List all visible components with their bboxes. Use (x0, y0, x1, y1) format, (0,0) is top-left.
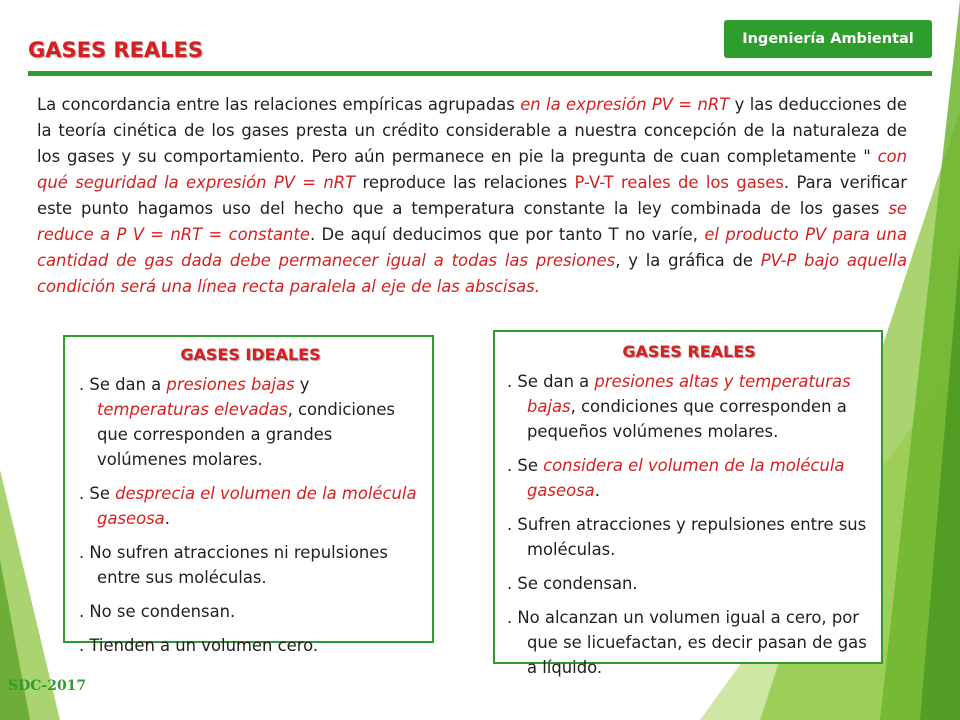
title-underline (28, 71, 932, 76)
real-item-attractions: . Sufren atracciones y repulsiones entre sus moléculas. (507, 515, 867, 559)
ideal-item-volume-zero: . Tienden a un volumen cero. (79, 636, 319, 655)
footer-label: SDC-2017 (8, 678, 87, 694)
real-gases-box (493, 330, 883, 677)
ideal-gases-box (63, 335, 434, 655)
real-item-liquefy: . No alcanzan un volumen igual a cero, por que se licuefactan, es decir pasan de gas a líquido. (507, 608, 867, 677)
real-item-conditions: . Se dan a presiones altas y temperaturas bajas, condiciones que corresponden a pequeños volúmenes molares. (507, 372, 851, 441)
real-item-condense: . Se condensan. (507, 574, 638, 593)
real-gases-title: GASES REALES (622, 342, 756, 361)
ideal-item-volume: . Se desprecia el volumen de la molécula gaseosa. (79, 484, 417, 528)
page-title: GASES REALES (28, 38, 204, 62)
ideal-item-attractions: . No sufren atracciones ni repulsiones entre sus moléculas. (79, 543, 388, 587)
ideal-item-conditions: . Se dan a presiones bajas y temperaturas elevadas, condiciones que corresponden a grandes volúmenes molares. (79, 375, 395, 469)
ideal-item-condense: . No se condensan. (79, 602, 236, 621)
course-badge: Ingeniería Ambiental (724, 20, 932, 58)
real-item-volume: . Se considera el volumen de la molécula gaseosa. (507, 456, 845, 500)
ideal-gases-title: GASES IDEALES (180, 345, 321, 364)
intro-paragraph: La concordancia entre las relaciones empíricas agrupadas en la expresión PV = nRT y las deducciones de la teoría cinética de los gases presta un crédito considerable a nuestra concepción de la naturaleza de los gases y su comportamiento. Pero aún permanece en pie la pregunta de cuan completamente " con qué seguridad la expresión PV = nRT reproduce las relaciones P-V-T reales de los gases. Para verificar este punto hagamos uso del hecho que a temperatura constante la ley combinada de los gases se reduce a P V = nRT = constante. De aquí deducimos que por tanto T no varíe, el producto PV para una cantidad de gas dada debe permanecer igual a todas las presiones, y la gráfica de PV-P bajo aquella condición será una línea recta paralela al eje de las abscisas. (37, 95, 907, 296)
